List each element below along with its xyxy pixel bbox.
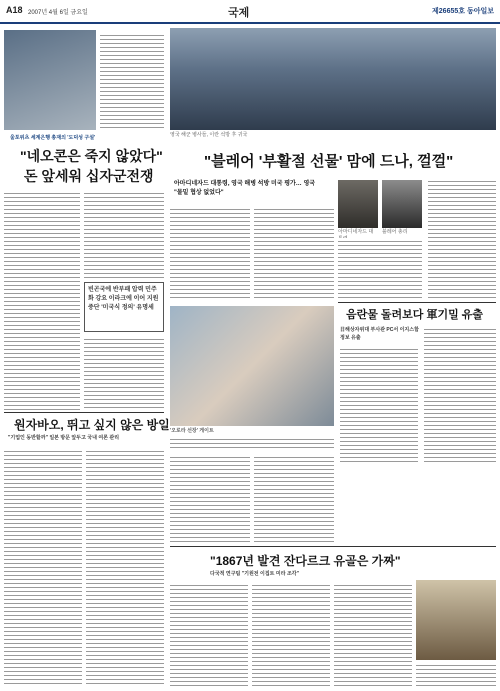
- bottom-right-headline: "1867년 발견 잔다르크 유골은 가짜": [210, 554, 401, 568]
- bottom-left-headline: 원자바오, 뛰고 싶지 않은 방일: [14, 418, 170, 432]
- section-title: 국제: [228, 7, 250, 19]
- bottom-right-col-3: [334, 582, 412, 686]
- issue-date: 2007년 4월 6일 금요일: [28, 10, 88, 16]
- children-caption-text: [170, 436, 334, 450]
- bottom-right-subhead: 다국적 연구팀 "기원전 이집트 미라 조각": [210, 571, 299, 577]
- relic-photo: [416, 580, 496, 660]
- main-photo-caption: 영국 해군 병사들, 이란 석방 후 귀국: [170, 132, 248, 138]
- right-col-body-1: [340, 346, 418, 462]
- main-col-3: [338, 238, 422, 301]
- sailors-photo: [170, 28, 496, 130]
- bottom-left-col-1: [4, 448, 82, 686]
- left-col-3: [84, 336, 164, 410]
- left-headline-1: "네오콘은 죽지 않았다": [20, 148, 163, 164]
- children-photo-caption: '오로라 선장' 게이트: [170, 428, 214, 434]
- bottom-left-col-2: [86, 448, 164, 686]
- story-label: 울포위츠 세계은행 총재의 '도덕성 구설': [10, 135, 96, 141]
- divider-bottom-right: [170, 546, 496, 547]
- left-col-2: [84, 190, 164, 280]
- wolfowitz-portrait: [4, 30, 96, 130]
- main-headline: "블레어 '부활절 선물' 맘에 드나, 껄껄": [204, 153, 454, 170]
- divider-bottom-left: [4, 412, 164, 413]
- bottom-left-col-3: [170, 454, 250, 542]
- right-headline: 음란물 돌려보다 軍기밀 유출: [346, 309, 484, 321]
- main-subhead: 아마디네자드 대통령, 영국 해병 석방 미국 평가… 영국 "물밑 협상 없었다": [174, 181, 316, 196]
- relic-caption: [416, 662, 496, 686]
- page-number: A18: [6, 5, 23, 15]
- left-col-1: [4, 190, 80, 410]
- intro-text: [100, 32, 164, 130]
- pullquote: 빈곤국에 반부패 압력 민주화 강요 이라크에 이어 지원 중단 '미국식 정의' 유명세: [84, 282, 164, 332]
- bottom-left-col-4: [254, 454, 334, 542]
- main-col-2: [254, 206, 334, 301]
- children-photo: [170, 306, 334, 426]
- ahmadinejad-caption: 아마디네자드 대: [338, 229, 374, 235]
- bottom-right-col-1: [170, 582, 248, 686]
- right-subhead: 日해상자위대 부사관 PC서 이지스함 정보 유출: [340, 327, 419, 341]
- blair-photo: [382, 180, 422, 228]
- ahmadinejad-photo: [338, 180, 378, 228]
- divider-right: [338, 302, 496, 303]
- blair-caption: 블레어 총리: [382, 229, 408, 235]
- bottom-right-col-2: [252, 582, 330, 686]
- main-col-1: [170, 206, 250, 301]
- bottom-left-subhead: "기업인 동반할까" 일본 방문 앞두고 국내 여론 관리: [8, 435, 120, 441]
- right-col-body-2: [424, 326, 496, 462]
- newspaper-brand: 제26655호 동아일보: [432, 8, 494, 15]
- left-headline-2: 돈 앞세워 십자군전쟁: [24, 168, 154, 184]
- right-col-top: [428, 178, 496, 301]
